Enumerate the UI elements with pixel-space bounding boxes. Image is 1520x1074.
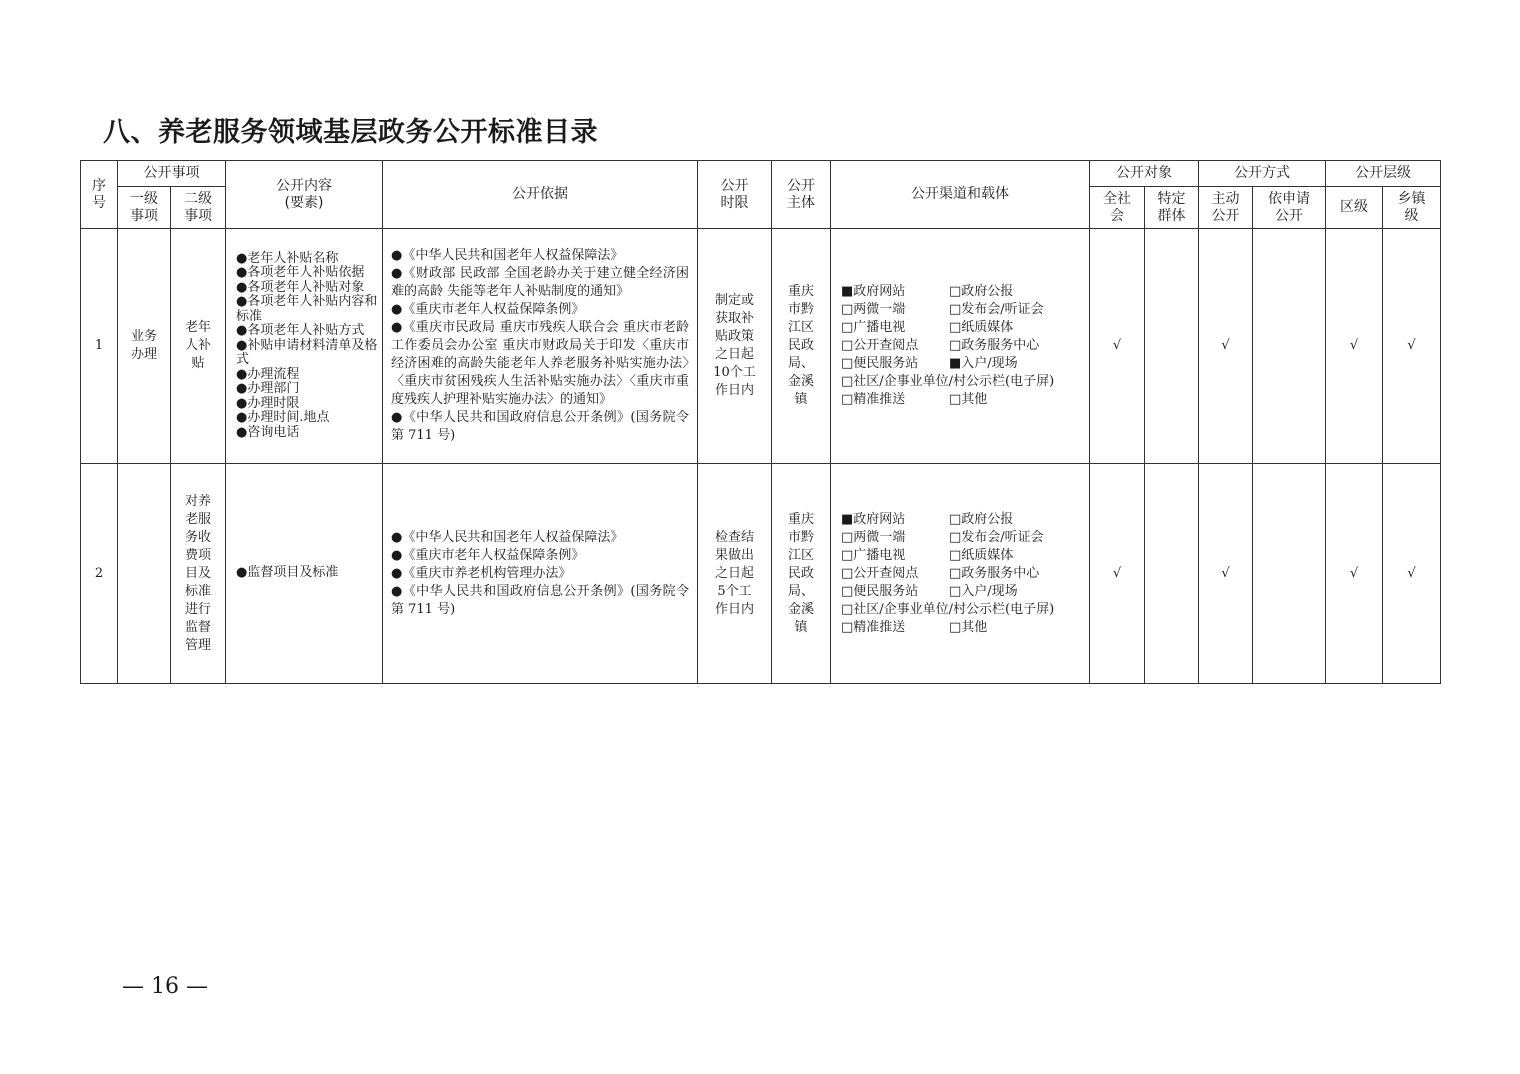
content-item: ●各项老年人补贴方式 [236,323,365,339]
channel-item: □纸质媒体 [949,320,1014,335]
header-basis: 公开依据 [383,161,698,229]
row-time-limit: 检查结果做出之日起5个工作日内 [698,464,772,684]
row-level1: 业务办理 [118,229,171,464]
row-basis [383,464,698,684]
channel-item: □社区/企事业单位/村公示栏(电子屏) [841,601,1055,617]
page-title: 八、养老服务领域基层政务公开标准目录 [103,117,598,148]
content-list [226,250,382,443]
content-item: ●各项老年人补贴依据 [236,265,365,281]
row-district: √ [1326,464,1383,684]
row-level2: 对养老服务收费项目及标准进行监督管理 [171,464,226,684]
channel-item: □发布会/听证会 [949,529,1044,545]
channel-item: □政务服务中心 [949,565,1040,581]
row-subject: 重庆市黔江区民政局、金溪镇 [772,229,831,464]
header-active: 主动公开 [1199,187,1253,229]
row-on-request [1253,464,1326,684]
header-all-society: 全社会 [1090,187,1145,229]
channel-list [831,509,1089,639]
row-content [226,229,383,464]
row-basis [383,229,698,464]
row-time-limit: 制定或获取补贴政策之日起10个工作日内 [698,229,772,464]
row-township: √ [1383,229,1441,464]
basis-item: ●《中华人民共和国政府信息公开条例》(国务院令第 711 号) [391,583,689,617]
header-township: 乡镇级 [1383,187,1441,229]
basis-list [383,527,697,621]
channel-item: □发布会/听证会 [949,302,1044,317]
channel-item: □社区/企事业单位/村公示栏(电子屏) [841,374,1055,389]
content-item: ●监督项目及标准 [236,565,339,581]
content-item: ●老年人补贴名称 [236,250,339,266]
channel-item: □其他 [949,392,988,407]
basis-item: ●《中华人民共和国政府信息公开条例》(国务院令第 711 号) [391,410,689,443]
header-on-request: 依申请公开 [1253,187,1326,229]
row-seq: 1 [81,229,118,464]
channel-item: □广播电视 [841,320,906,335]
header-subject: 公开主体 [772,161,831,229]
basis-item: ●《重庆市养老机构管理办法》 [391,565,572,581]
header-items-group: 公开事项 [118,161,226,187]
row-specific-group [1145,229,1199,464]
page-number: — 16 — [122,974,208,999]
table-row [81,464,1441,684]
header-channels: 公开渠道和载体 [831,161,1090,229]
catalog-table [80,160,1441,684]
basis-item: ●《中华人民共和国老年人权益保障法》 [391,248,624,263]
basis-item: ●《重庆市老年人权益保障条例》 [391,547,585,563]
row-township: √ [1383,464,1441,684]
table-row [81,229,1441,464]
channel-item: □两微一端 [841,529,906,545]
header-district: 区级 [1326,187,1383,229]
header-content: 公开内容(要素) [226,161,383,229]
channel-item: □其他 [949,619,988,635]
row-district: √ [1326,229,1383,464]
header-level1: 一级事项 [118,187,171,229]
row-specific-group [1145,464,1199,684]
channel-item: □政务服务中心 [949,338,1040,353]
row-level2: 老年人补贴 [171,229,226,464]
channel-item: □公开查阅点 [841,338,919,353]
basis-item: ●《中华人民共和国老年人权益保障法》 [391,529,624,545]
channel-item: □入户/现场 [949,583,1018,599]
row-active: √ [1199,464,1253,684]
row-channels [831,229,1090,464]
channel-item: □便民服务站 [841,356,919,371]
header-seq: 序号 [81,161,118,229]
channel-item: ■政府网站 [841,511,906,527]
channel-item: □精准推送 [841,619,906,635]
header-target-group: 公开对象 [1090,161,1199,187]
channel-item: ■政府网站 [841,284,906,299]
basis-item: ●《重庆市老年人权益保障条例》 [391,302,585,317]
channel-item: □两微一端 [841,302,906,317]
row-active: √ [1199,229,1253,464]
channel-item: ■入户/现场 [949,356,1018,371]
row-seq: 2 [81,464,118,684]
header-time-limit: 公开时限 [698,161,772,229]
row-all-society: √ [1090,229,1145,464]
row-subject: 重庆市黔江区民政局、金溪镇 [772,464,831,684]
header-level-group: 公开层级 [1326,161,1441,187]
content-item: ●补贴申请材料清单及格式 [236,337,378,368]
content-item: ●各项老年人补贴内容和标准 [236,294,378,324]
channel-item: □广播电视 [841,547,906,563]
content-item: ●办理时间.地点 [236,410,330,426]
row-on-request [1253,229,1326,464]
content-item: ●办理时限 [236,395,300,411]
header-method-group: 公开方式 [1199,161,1326,187]
row-all-society: √ [1090,464,1145,684]
header-level2: 二级事项 [171,187,226,229]
channel-list [831,281,1089,411]
channel-item: □精准推送 [841,392,906,407]
channel-item: □政府公报 [949,284,1014,299]
row-channels [831,464,1090,684]
content-item: ●各项老年人补贴对象 [236,279,365,295]
content-item: ●咨询电话 [236,424,300,440]
row-level1 [118,464,171,684]
channel-item: □便民服务站 [841,583,919,599]
channel-item: □纸质媒体 [949,547,1014,563]
content-item: ●办理流程 [236,366,300,382]
channel-item: □公开查阅点 [841,565,919,581]
row-content [226,464,383,684]
basis-item: ●《重庆市民政局 重庆市残疾人联合会 重庆市老龄工作委员会办公室 重庆市财政局关于印发〈重庆市经济困难的高龄失能老年人养老服务补贴实施办法〉〈重庆市贫困残疾人生活补贴实施办法〉〈重庆市重度残疾人护理补贴实施办法〉的通知》 [391,320,689,407]
content-item: ●办理部门 [236,381,300,397]
header-specific-group: 特定群体 [1145,187,1199,229]
content-list [226,564,382,583]
channel-item: □政府公报 [949,511,1014,527]
basis-item: ●《财政部 民政部 全国老龄办关于建立健全经济困难的高龄 失能等老年人补贴制度的通知》 [391,266,689,299]
basis-list [383,245,697,447]
